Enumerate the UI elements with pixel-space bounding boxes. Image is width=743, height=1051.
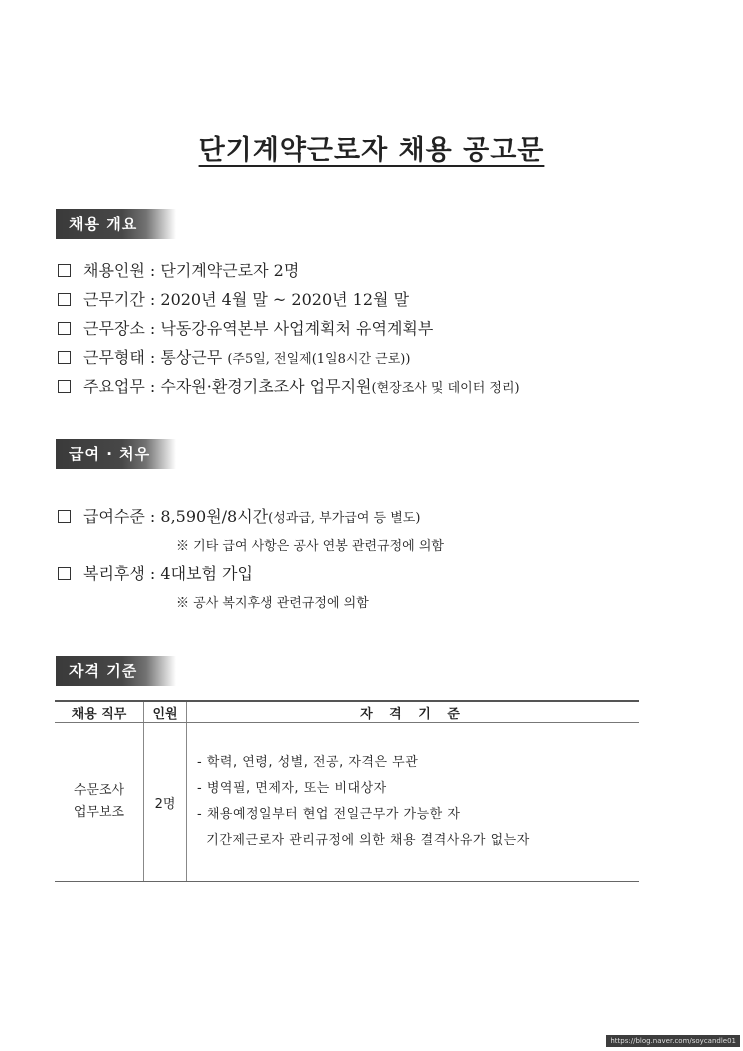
- section-header-qualification: 자격 기준: [56, 656, 176, 686]
- checkbox-icon: [58, 322, 71, 335]
- overview-item: 채용인원 : 단기계약근로자 2명: [58, 258, 299, 281]
- pay-note: ※ 기타 급여 사항은 공사 연봉 관련규정에 의함: [176, 539, 444, 554]
- list-item: - 학력, 연령, 성별, 전공, 자격은 무관: [197, 755, 419, 770]
- column-header-criteria: 자 격 기 준: [187, 701, 640, 723]
- qualification-table: [55, 700, 639, 882]
- checkbox-icon: [58, 264, 71, 277]
- checkbox-icon: [58, 293, 71, 306]
- job-cell: 수문조사 업무보조: [55, 723, 144, 882]
- table-header-row: [55, 701, 639, 723]
- column-header-job: 채용 직무: [55, 701, 144, 723]
- pay-item: 복리후생 : 4대보험 가입: [58, 561, 253, 584]
- table-row: [55, 723, 639, 882]
- list-item: - 병역필, 면제자, 또는 비대상자: [197, 781, 387, 796]
- overview-item: 근무장소 : 낙동강유역본부 사업계획처 유역계획부: [58, 316, 433, 339]
- section-header-pay: 급여 · 처우: [56, 439, 176, 469]
- page-title: 단기계약근로자 채용 공고문: [198, 135, 545, 166]
- checkbox-icon: [58, 567, 71, 580]
- section-header-overview: 채용 개요: [56, 209, 176, 239]
- criteria-cell: [187, 723, 640, 882]
- overview-item: 근무형태 : 통상근무 (주5일, 전일제(1일8시간 근로)): [58, 345, 410, 368]
- list-item: 기간제근로자 관리규정에 의한 채용 결격사유가 없는자: [197, 833, 530, 848]
- criteria-list: [197, 750, 639, 854]
- list-item: - 채용예정일부터 현업 전일근무가 가능한 자: [197, 807, 461, 822]
- count-cell: 2명: [144, 723, 187, 882]
- checkbox-icon: [58, 351, 71, 364]
- overview-item: 주요업무 : 수자원·환경기초조사 업무지원(현장조사 및 데이터 정리): [58, 374, 520, 397]
- column-header-count: 인원: [144, 701, 187, 723]
- welfare-note: ※ 공사 복지후생 관련규정에 의함: [176, 596, 369, 611]
- checkbox-icon: [58, 510, 71, 523]
- overview-item: 근무기간 : 2020년 4월 말 ~ 2020년 12월 말: [58, 287, 409, 310]
- checkbox-icon: [58, 380, 71, 393]
- pay-item: 급여수준 : 8,590원/8시간(성과급, 부가급여 등 별도): [58, 504, 420, 527]
- watermark: https://blog.naver.com/soycandle01: [606, 1035, 740, 1047]
